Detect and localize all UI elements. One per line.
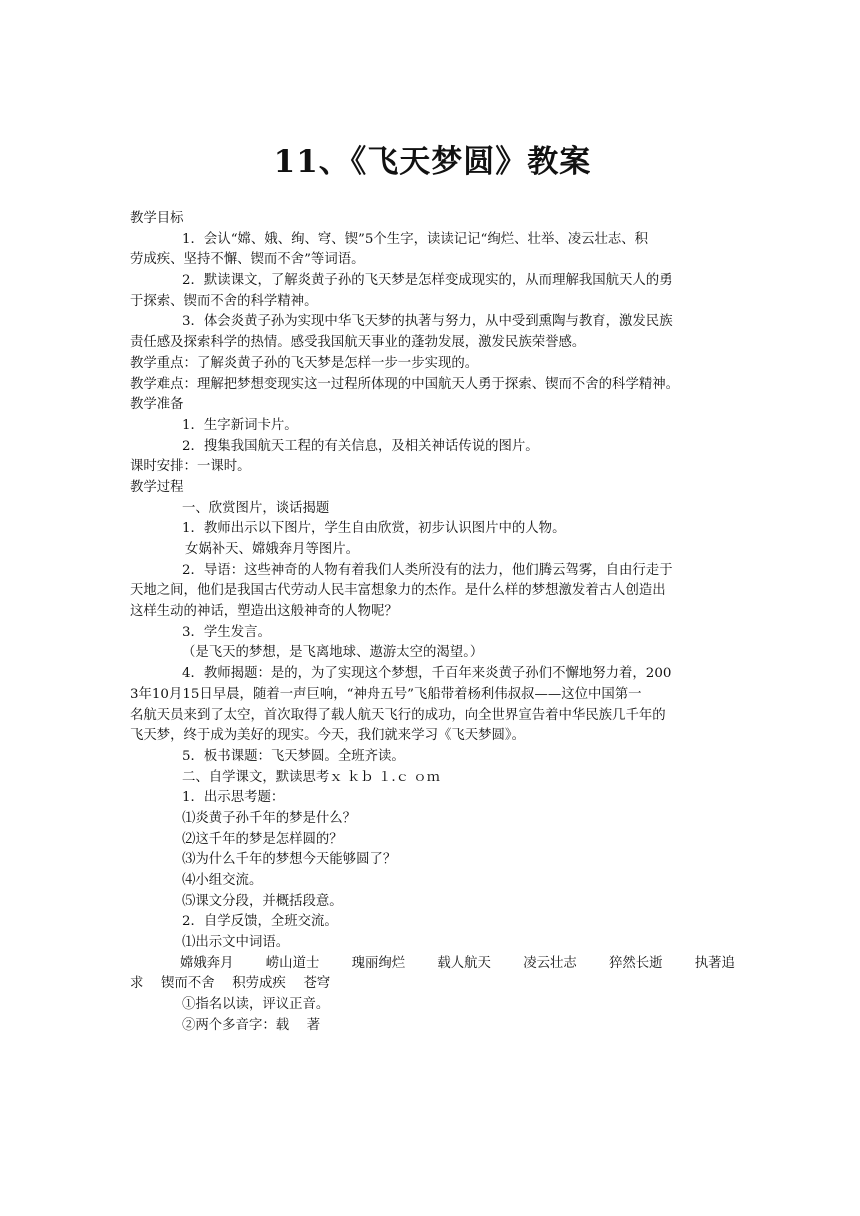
text-line: 劳成疾、坚持不懈、锲而不舍”等词语。 — [130, 252, 365, 268]
vocab-word: 载人航天 — [437, 955, 491, 971]
text-line: 女娲补天、嫦娥奔月等图片。 — [185, 542, 360, 557]
text-line: 一、欣赏图片，谈话揭题 — [182, 500, 330, 516]
text-line: 5．板书课题：飞天梦圆。全班齐读。 — [182, 748, 405, 764]
document-body — [130, 209, 735, 1037]
text-line: 2．导语：这些神奇的人物有着我们人类所没有的法力，他们腾云驾雾，自由行走于 — [182, 562, 673, 578]
vocab-word: 瑰丽绚烂 — [351, 955, 406, 971]
text-line: ②两个多音字：载 著 — [182, 1017, 321, 1033]
text-line: ①指名以读，评议正音。 — [182, 997, 330, 1013]
text-line: 3年10月15日早晨，随着一声巨响，“神舟五号”飞船带着杨利伟叔叔——这位中国第一 — [130, 686, 642, 702]
text-line: 天地之间，他们是我国古代劳动人民丰富想象力的杰作。是什么样的梦想激发着古人创造出 — [130, 583, 666, 599]
text-line: 2．自学反馈，全班交流。 — [182, 914, 338, 930]
text-line: 3．体会炎黄子孙为实现中华飞天梦的执著与努力，从中受到熏陶与教育，激发民族 — [182, 314, 673, 330]
body-tail-lines — [130, 995, 735, 1036]
text-line: 3．学生发言。 — [182, 624, 271, 640]
vocab-word: 崂山道士 — [265, 955, 320, 971]
text-line: 1．会认“嫦、娥、绚、穹、锲”5个生字，读读记记“绚烂、壮举、凌云壮志、积 — [182, 231, 649, 247]
text-line: 责任感及探索科学的热情。感受我国航天事业的蓬勃发展，激发民族荣誉感。 — [130, 335, 586, 351]
text-line: 教学难点：理解把梦想变现实这一过程所体现的中国航天人勇于探索、锲而不舍的科学精神。 — [130, 376, 680, 392]
vocabulary-row-continued: 求 锲而不舍 积劳成疾 苍穹 — [130, 976, 331, 992]
text-line: 教学重点：了解炎黄子孙的飞天梦是怎样一步一步实现的。 — [130, 355, 479, 371]
text-line: 名航天员来到了太空，首次取得了载人航天飞行的成功，向全世界宣告着中华民族几千年的 — [130, 707, 666, 723]
text-line: 教学准备 — [130, 397, 184, 413]
vocab-word: 嫦娥奔月 — [180, 955, 234, 971]
text-line: 2．搜集我国航天工程的有关信息，及相关神话传说的图片。 — [182, 438, 539, 454]
text-line: 1．教师出示以下图片，学生自由欣赏，初步认识图片中的人物。 — [182, 521, 566, 537]
vocab-word: 凌云壮志 — [523, 955, 577, 971]
text-line: 这样生动的神话，塑造出这般神奇的人物呢？ — [130, 604, 398, 620]
vocab-word: 执著追 — [694, 955, 735, 971]
text-line: ⑵这千年的梦是怎样圆的？ — [182, 831, 343, 847]
text-line: 二、自学课文，默读思考ｘ ｋｂ １.ｃ ｏｍ — [182, 769, 441, 785]
text-line: 1．生字新词卡片。 — [182, 417, 298, 433]
text-line: （是飞天的梦想，是飞离地球、遨游太空的渴望。） — [182, 645, 484, 661]
text-line: 教学目标 — [130, 211, 184, 226]
text-line: ⑴炎黄子孙千年的梦是什么？ — [182, 810, 357, 826]
page-title: 11、《飞天梦圆》教案 — [273, 144, 592, 180]
text-line: 课时安排：一课时。 — [130, 459, 251, 475]
vocabulary-row — [130, 954, 735, 975]
text-line: 飞天梦，终于成为美好的现实。今天，我们就来学习《飞天梦圆》。 — [130, 728, 526, 744]
text-line: ⑴出示文中词语。 — [182, 935, 290, 951]
text-line: 于探索、锲而不舍的科学精神。 — [130, 293, 318, 309]
text-line: ⑷小组交流。 — [182, 873, 263, 888]
text-line: 教学过程 — [130, 479, 184, 495]
text-line: ⑶为什么千年的梦想今天能够圆了？ — [182, 852, 397, 868]
body-lines — [130, 209, 735, 954]
text-line: ⑸课文分段，并概括段意。 — [182, 893, 343, 909]
text-line: 2．默读课文，了解炎黄子孙的飞天梦是怎样变成现实的，从而理解我国航天人的勇 — [182, 273, 673, 289]
text-line: 4．教师揭题：是的，为了实现这个梦想，千百年来炎黄子孙们不懈地努力着，200 — [182, 666, 672, 682]
text-line: 1．出示思考题： — [182, 790, 285, 806]
vocab-word: 猝然长逝 — [608, 955, 663, 971]
